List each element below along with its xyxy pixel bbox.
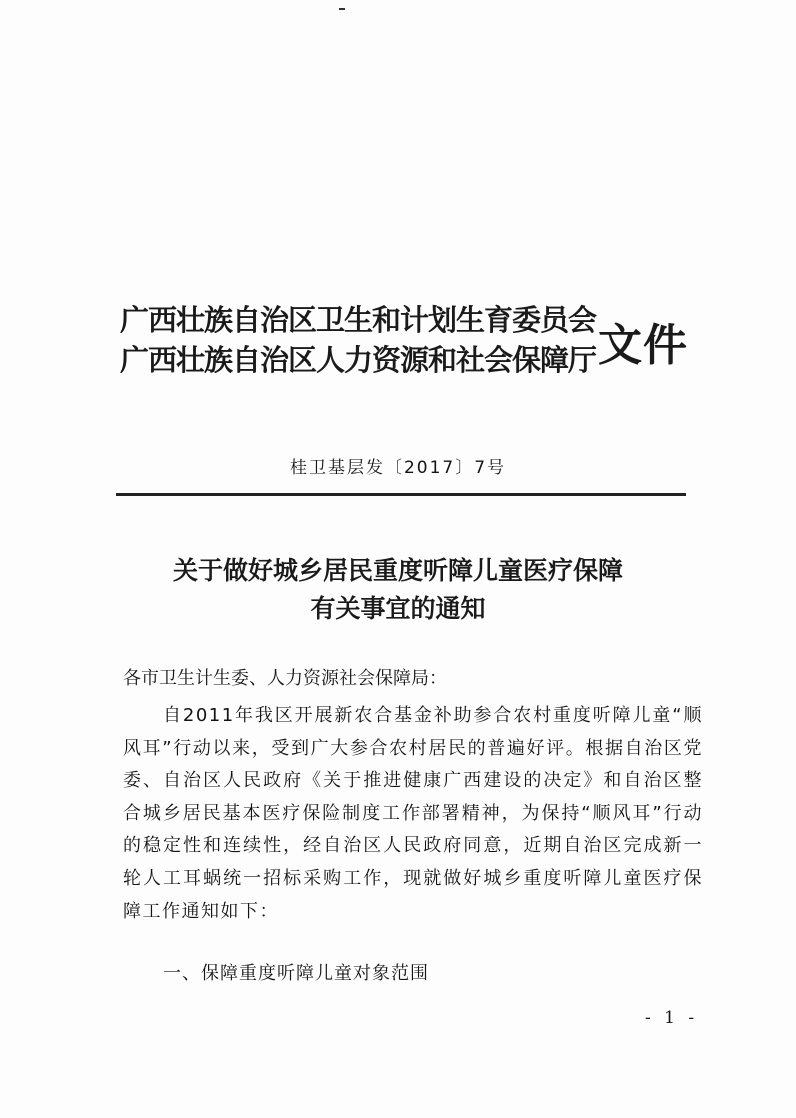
scan-mark: [339, 8, 345, 10]
title-line-2: 有关事宜的通知: [310, 594, 486, 623]
salutation: 各市卫生计生委、人力资源社会保障局：: [123, 668, 447, 689]
issuing-authorities: [120, 300, 600, 380]
issuer-health-commission: 广西壮族自治区卫生和计划生育委员会: [120, 303, 597, 337]
issuer-human-resources-department: 广西壮族自治区人力资源和社会保障厅: [120, 343, 597, 377]
document-word: 文件: [598, 320, 688, 371]
header-divider: [116, 493, 686, 496]
page-number: - 1 -: [645, 1008, 699, 1028]
title-line-1: 关于做好城乡居民重度听障儿童医疗保障: [172, 556, 623, 585]
document-number: 桂卫基层发〔2017〕7号: [289, 458, 507, 478]
body-paragraph: 自2011年我区开展新农合基金补助参合农村重度听障儿童“顺风耳”行动以来，受到广大参合农村居民的普遍好评。根据自治区党委、自治区人民政府《关于推进健康广西建设的决定》和自治区整合城乡居民基本医疗保险制度工作部署精神，为保持“顺风耳”行动的稳定性和连续性，经自治区人民政府同意，近期自治区完成新一轮人工耳蜗统一招标采购工作，现就做好城乡重度听障儿童医疗保障工作通知如下：: [123, 705, 703, 922]
document-title: [0, 552, 796, 628]
section-heading: 一、保障重度听障儿童对象范围: [163, 963, 429, 984]
